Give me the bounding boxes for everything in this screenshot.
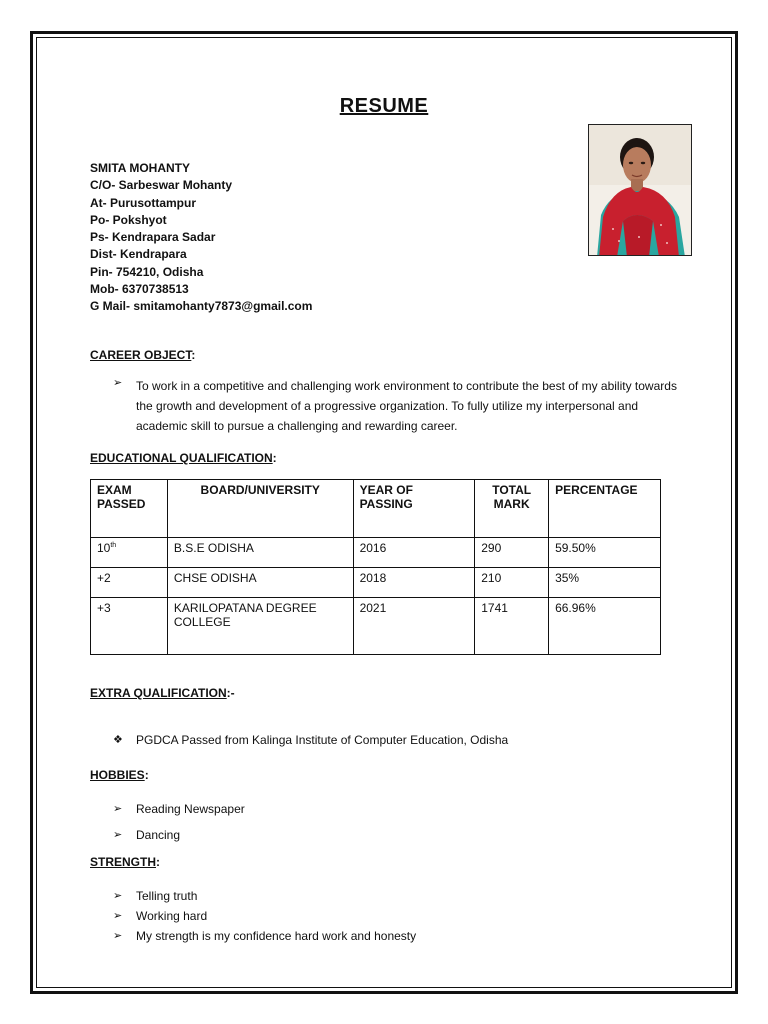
- contact-block: [90, 160, 312, 316]
- column-header: YEAR OF PASSING: [353, 480, 475, 538]
- list-item: [113, 909, 207, 923]
- career-heading-colon: :: [191, 348, 196, 362]
- exam-value: 10: [97, 541, 111, 555]
- table-cell-percentage: 35%: [549, 568, 661, 598]
- table-cell-exam: [91, 538, 168, 568]
- hobby-item-text: Reading Newspaper: [136, 802, 245, 816]
- column-header: TOTAL MARK: [475, 480, 549, 538]
- table-cell-mark: 1741: [475, 598, 549, 655]
- list-item: [113, 929, 416, 943]
- table-header-row: [91, 480, 661, 538]
- table-cell-mark: 210: [475, 568, 549, 598]
- list-item: [113, 889, 197, 903]
- education-heading-text: EDUCATIONAL QUALIFICATION: [90, 451, 273, 465]
- exam-superscript: th: [110, 542, 117, 549]
- table-cell-year: 2021: [353, 598, 475, 655]
- diamond-bullet-icon: ❖: [113, 734, 123, 746]
- strength-heading: [90, 855, 160, 869]
- arrow-bullet-icon: ➢: [113, 377, 123, 389]
- table-cell-exam: +2: [91, 568, 168, 598]
- career-text: To work in a competitive and challenging work environment to contribute the best of my ability towards the growth and development of a progressive organization. To fully utilize my interpersonal and academic skill to pursue a challenging and rewarding career.: [136, 379, 677, 433]
- table-cell-board: KARILOPATANA DEGREE COLLEGE: [167, 598, 353, 655]
- column-header: BOARD/UNIVERSITY: [167, 480, 353, 538]
- hobbies-heading-text: HOBBIES: [90, 768, 145, 782]
- education-heading: [90, 451, 277, 465]
- table-cell-percentage: 59.50%: [549, 538, 661, 568]
- arrow-bullet-icon: ➢: [113, 910, 123, 922]
- email-line: G Mail- smitamohanty7873@gmail.com: [90, 299, 313, 314]
- table-cell-percentage: 66.96%: [549, 598, 661, 655]
- address-dist-line: Dist- Kendrapara: [90, 247, 187, 262]
- arrow-bullet-icon: ➢: [113, 829, 123, 841]
- table-cell-board: CHSE ODISHA: [167, 568, 353, 598]
- table-row: [91, 568, 661, 598]
- hobby-item-text: Dancing: [136, 828, 181, 842]
- table-row: [91, 598, 661, 655]
- table-cell-mark: 290: [475, 538, 549, 568]
- extra-item-text: PGDCA Passed from Kalinga Institute of Computer Education, Odisha: [136, 733, 509, 747]
- profile-photo: [588, 124, 692, 256]
- column-header: PERCENTAGE: [549, 480, 661, 538]
- table-cell-board: B.S.E ODISHA: [167, 538, 353, 568]
- hobbies-heading: [90, 768, 149, 782]
- list-item: [113, 802, 245, 816]
- career-objective: [113, 376, 683, 436]
- strength-item-text: Telling truth: [136, 889, 198, 903]
- table-cell-year: 2018: [353, 568, 475, 598]
- strength-heading-colon: :: [156, 855, 160, 869]
- table-row: [91, 538, 661, 568]
- address-po-line: Po- Pokshyot: [90, 212, 167, 227]
- extra-heading-text: EXTRA QUALIFICATION: [90, 686, 227, 700]
- strength-heading-text: STRENGTH: [90, 855, 156, 869]
- list-item: [113, 828, 180, 842]
- arrow-bullet-icon: ➢: [113, 890, 123, 902]
- extra-heading: [90, 686, 235, 700]
- column-header: EXAM PASSED: [91, 480, 168, 538]
- education-heading-colon: :: [272, 451, 277, 465]
- care-of-line: C/O- Sarbeswar Mohanty: [90, 178, 233, 193]
- table-cell-year: 2016: [353, 538, 475, 568]
- education-table: [90, 479, 661, 655]
- career-heading: [90, 348, 195, 362]
- candidate-name: SMITA MOHANTY: [90, 161, 190, 175]
- extra-heading-suffix: :-: [226, 686, 235, 700]
- profile-photo-image: [589, 125, 692, 256]
- career-heading-text: CAREER OBJECT: [90, 348, 192, 362]
- strength-item-text: Working hard: [136, 909, 208, 923]
- mobile-line: Mob- 6370738513: [90, 282, 189, 297]
- list-item: [113, 733, 508, 747]
- arrow-bullet-icon: ➢: [113, 930, 123, 942]
- address-ps-line: Ps- Kendrapara Sadar: [90, 230, 216, 245]
- resume-title: RESUME: [339, 95, 429, 117]
- hobbies-heading-colon: :: [144, 768, 149, 782]
- table-cell-exam: +3: [91, 598, 168, 655]
- address-at-line: At- Purusottampur: [90, 195, 196, 210]
- arrow-bullet-icon: ➢: [113, 803, 123, 815]
- address-pin-line: Pin- 754210, Odisha: [90, 264, 204, 279]
- strength-item-text: My strength is my confidence hard work and honesty: [136, 929, 417, 943]
